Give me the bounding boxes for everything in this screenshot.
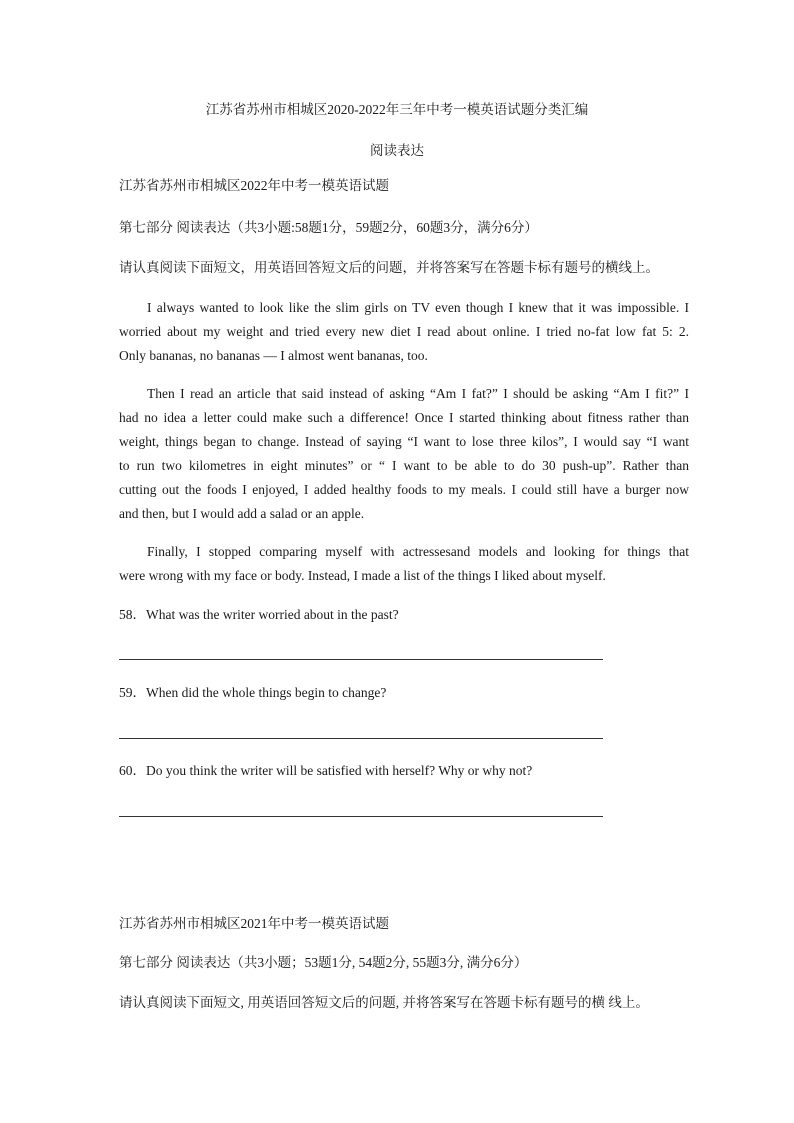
para2-line: had no idea a letter could make such a difference! Once I started thinking about fitness rather than (119, 410, 689, 425)
para2-line: Then I read an article that said instead of asking “Am I fat?” I should be asking “Am I fit?” I (147, 386, 689, 401)
para3-line: Finally, I stopped comparing myself with actressesand models and looking for things that (147, 544, 689, 559)
answer-line-59 (119, 738, 603, 739)
para2-line: and then, but I would add a salad or an apple. (119, 506, 365, 521)
section-2021-heading: 江苏省苏州市相城区2021年中考一模英语试题 (119, 916, 389, 931)
sub-title: 阅读表达 (370, 143, 424, 158)
section-2021-part: 第七部分 阅读表达（共3小题；53题1分, 54题2分, 55题3分, 满分6分） (119, 955, 528, 970)
para1-line: Only bananas, no bananas — I almost went bananas, too. (119, 348, 428, 363)
answer-line-58 (119, 659, 603, 660)
question-60: 60．Do you think the writer will be satisfied with herself? Why or why not? (119, 763, 533, 778)
question-58: 58．What was the writer worried about in the past? (119, 607, 399, 622)
main-title: 江苏省苏州市相城区2020-2022年三年中考一模英语试题分类汇编 (205, 102, 589, 117)
answer-line-60 (119, 816, 603, 817)
section-2022-instruction: 请认真阅读下面短文，用英语回答短文后的问题，并将答案写在答题卡标有题号的横线上。 (119, 260, 659, 275)
para2-line: weight, things began to change. Instead of saying “I want to lose three kilos”, I would say “I want (119, 434, 689, 449)
section-2022-part: 第七部分 阅读表达（共3小题:58题1分，59题2分，60题3分，满分6分） (119, 220, 538, 235)
section-2022-heading: 江苏省苏州市相城区2022年中考一模英语试题 (119, 178, 389, 193)
question-59: 59．When did the whole things begin to change? (119, 685, 387, 700)
para2-line: cutting out the foods I enjoyed, I added healthy foods to my meals. I could still have a burger now (119, 482, 689, 497)
para2-line: to run two kilometres in eight minutes” or “ I want to be able to do 30 push-up”. Rather than (119, 458, 689, 473)
para1-line: worried about my weight and tried every new diet I read about online. I tried no-fat low fat 5: 2. (119, 324, 689, 339)
para3-line: were wrong with my face or body. Instead, I made a list of the things I liked about myself. (119, 568, 606, 583)
para1-line: I always wanted to look like the slim girls on TV even though I knew that it was impossible. I (147, 300, 689, 315)
section-2021-instruction: 请认真阅读下面短文, 用英语回答短文后的问题, 并将答案写在答题卡标有题号的横 线上。 (119, 995, 649, 1010)
